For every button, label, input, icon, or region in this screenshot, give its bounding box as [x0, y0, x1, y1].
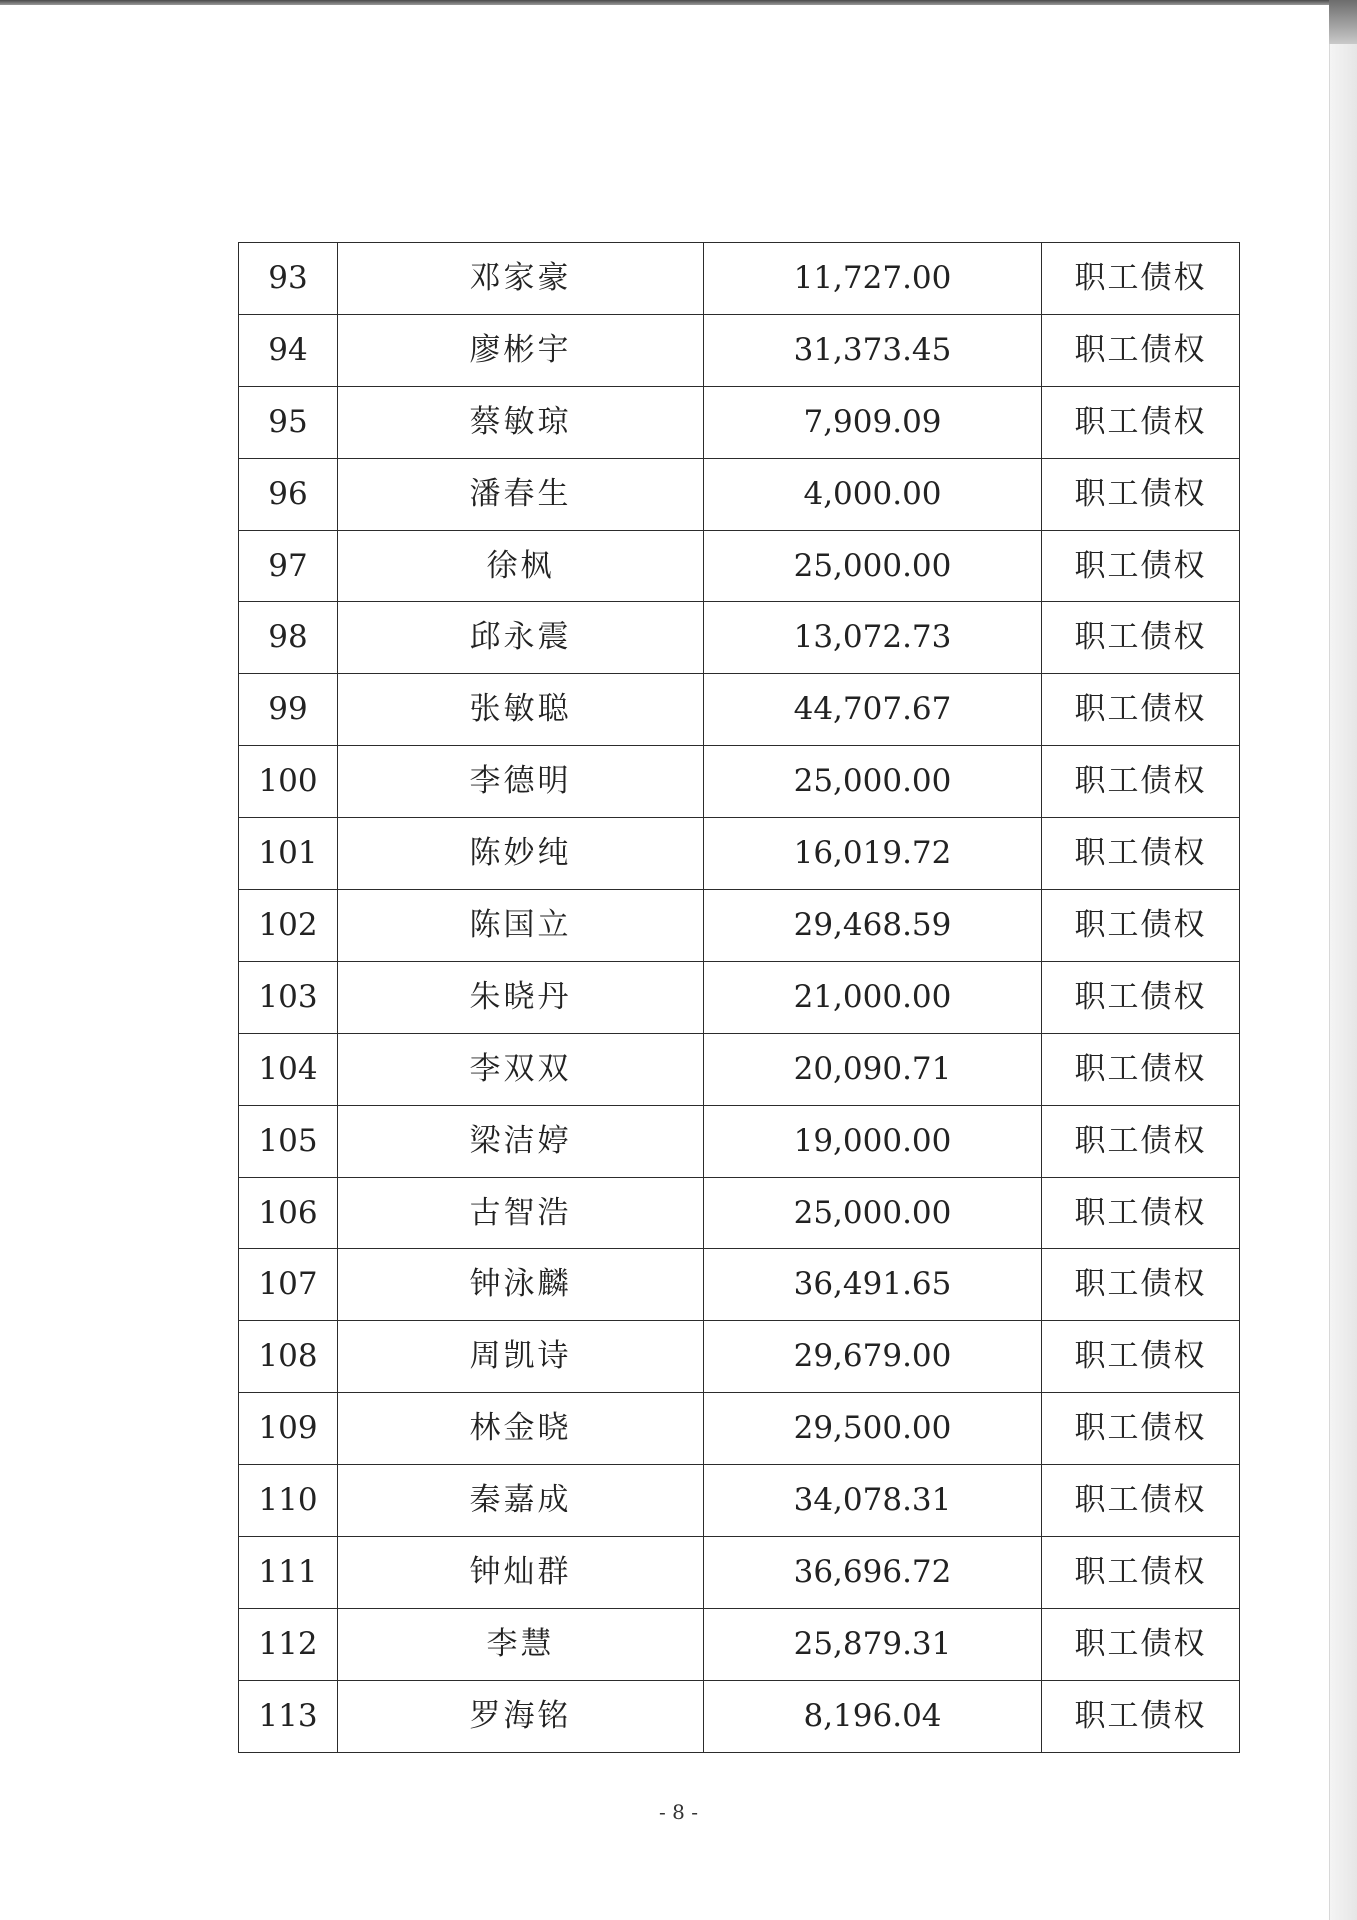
row-number-cell: 104: [239, 1033, 338, 1105]
claim-type-cell: 职工债权: [1042, 1321, 1240, 1393]
row-number-cell: 111: [239, 1537, 338, 1609]
claim-amount-cell: 36,491.65: [704, 1249, 1042, 1321]
table-row: [239, 1177, 1240, 1249]
employee-name-cell: 李双双: [338, 1033, 704, 1105]
employee-name-cell: 徐枫: [338, 530, 704, 602]
claim-type-cell: 职工债权: [1042, 1249, 1240, 1321]
claim-amount-cell: 7,909.09: [704, 386, 1042, 458]
claim-amount-cell: 19,000.00: [704, 1105, 1042, 1177]
row-number-cell: 105: [239, 1105, 338, 1177]
claim-type-cell: 职工债权: [1042, 1608, 1240, 1680]
claims-table-body: [239, 243, 1240, 1753]
claim-type-cell: 职工债权: [1042, 890, 1240, 962]
employee-name-cell: 梁洁婷: [338, 1105, 704, 1177]
table-row: [239, 961, 1240, 1033]
claim-type-cell: 职工债权: [1042, 458, 1240, 530]
claim-type-cell: 职工债权: [1042, 674, 1240, 746]
row-number-cell: 112: [239, 1608, 338, 1680]
employee-name-cell: 古智浩: [338, 1177, 704, 1249]
table-row: [239, 1608, 1240, 1680]
claim-amount-cell: 29,468.59: [704, 890, 1042, 962]
table-row: [239, 314, 1240, 386]
claim-amount-cell: 25,000.00: [704, 746, 1042, 818]
table-row: [239, 1321, 1240, 1393]
claim-amount-cell: 20,090.71: [704, 1033, 1042, 1105]
claim-type-cell: 职工债权: [1042, 1680, 1240, 1752]
table-row: [239, 1465, 1240, 1537]
table-row: [239, 1537, 1240, 1609]
claim-type-cell: 职工债权: [1042, 1393, 1240, 1465]
table-row: [239, 602, 1240, 674]
claim-amount-cell: 13,072.73: [704, 602, 1042, 674]
page-number: - 8 -: [659, 1800, 698, 1824]
claim-amount-cell: 34,078.31: [704, 1465, 1042, 1537]
claim-amount-cell: 36,696.72: [704, 1537, 1042, 1609]
claim-amount-cell: 44,707.67: [704, 674, 1042, 746]
row-number-cell: 110: [239, 1465, 338, 1537]
table-row: [239, 1249, 1240, 1321]
table-row: [239, 458, 1240, 530]
claim-amount-cell: 25,000.00: [704, 1177, 1042, 1249]
claim-amount-cell: 8,196.04: [704, 1680, 1042, 1752]
table-row: [239, 818, 1240, 890]
row-number-cell: 101: [239, 818, 338, 890]
employee-name-cell: 钟泳麟: [338, 1249, 704, 1321]
row-number-cell: 96: [239, 458, 338, 530]
claim-type-cell: 职工债权: [1042, 386, 1240, 458]
row-number-cell: 94: [239, 314, 338, 386]
row-number-cell: 98: [239, 602, 338, 674]
employee-name-cell: 钟灿群: [338, 1537, 704, 1609]
employee-name-cell: 秦嘉成: [338, 1465, 704, 1537]
scan-edge-right: [1329, 0, 1357, 1920]
table-row: [239, 746, 1240, 818]
employee-name-cell: 陈国立: [338, 890, 704, 962]
employee-name-cell: 邓家豪: [338, 243, 704, 315]
row-number-cell: 97: [239, 530, 338, 602]
employee-name-cell: 李慧: [338, 1608, 704, 1680]
claim-type-cell: 职工债权: [1042, 314, 1240, 386]
employee-name-cell: 张敏聪: [338, 674, 704, 746]
row-number-cell: 95: [239, 386, 338, 458]
claim-amount-cell: 4,000.00: [704, 458, 1042, 530]
claim-amount-cell: 16,019.72: [704, 818, 1042, 890]
claim-amount-cell: 25,000.00: [704, 530, 1042, 602]
row-number-cell: 100: [239, 746, 338, 818]
row-number-cell: 93: [239, 243, 338, 315]
claim-type-cell: 职工债权: [1042, 243, 1240, 315]
claim-type-cell: 职工债权: [1042, 961, 1240, 1033]
table-row: [239, 530, 1240, 602]
claim-type-cell: 职工债权: [1042, 1105, 1240, 1177]
claim-type-cell: 职工债权: [1042, 746, 1240, 818]
scan-edge-top: [0, 0, 1357, 5]
table-row: [239, 1680, 1240, 1752]
scan-corner-shadow: [1329, 0, 1357, 44]
claim-amount-cell: 31,373.45: [704, 314, 1042, 386]
row-number-cell: 99: [239, 674, 338, 746]
employee-name-cell: 周凯诗: [338, 1321, 704, 1393]
table-row: [239, 386, 1240, 458]
claim-type-cell: 职工债权: [1042, 530, 1240, 602]
table-row: [239, 1033, 1240, 1105]
employee-name-cell: 李德明: [338, 746, 704, 818]
table-row: [239, 674, 1240, 746]
employee-name-cell: 蔡敏琼: [338, 386, 704, 458]
row-number-cell: 108: [239, 1321, 338, 1393]
row-number-cell: 102: [239, 890, 338, 962]
row-number-cell: 113: [239, 1680, 338, 1752]
employee-name-cell: 林金晓: [338, 1393, 704, 1465]
claim-amount-cell: 11,727.00: [704, 243, 1042, 315]
table-row: [239, 1393, 1240, 1465]
claim-amount-cell: 29,500.00: [704, 1393, 1042, 1465]
row-number-cell: 106: [239, 1177, 338, 1249]
claim-amount-cell: 21,000.00: [704, 961, 1042, 1033]
claims-table: [238, 242, 1240, 1753]
claim-type-cell: 职工债权: [1042, 1033, 1240, 1105]
row-number-cell: 103: [239, 961, 338, 1033]
claim-type-cell: 职工债权: [1042, 602, 1240, 674]
claim-type-cell: 职工债权: [1042, 1465, 1240, 1537]
claim-amount-cell: 25,879.31: [704, 1608, 1042, 1680]
employee-name-cell: 潘春生: [338, 458, 704, 530]
employee-name-cell: 廖彬宇: [338, 314, 704, 386]
table-row: [239, 890, 1240, 962]
employee-name-cell: 罗海铭: [338, 1680, 704, 1752]
claim-amount-cell: 29,679.00: [704, 1321, 1042, 1393]
claim-type-cell: 职工债权: [1042, 818, 1240, 890]
employee-name-cell: 陈妙纯: [338, 818, 704, 890]
table-row: [239, 1105, 1240, 1177]
row-number-cell: 107: [239, 1249, 338, 1321]
table-row: [239, 243, 1240, 315]
claim-type-cell: 职工债权: [1042, 1537, 1240, 1609]
claim-type-cell: 职工债权: [1042, 1177, 1240, 1249]
row-number-cell: 109: [239, 1393, 338, 1465]
employee-name-cell: 邱永震: [338, 602, 704, 674]
employee-name-cell: 朱晓丹: [338, 961, 704, 1033]
